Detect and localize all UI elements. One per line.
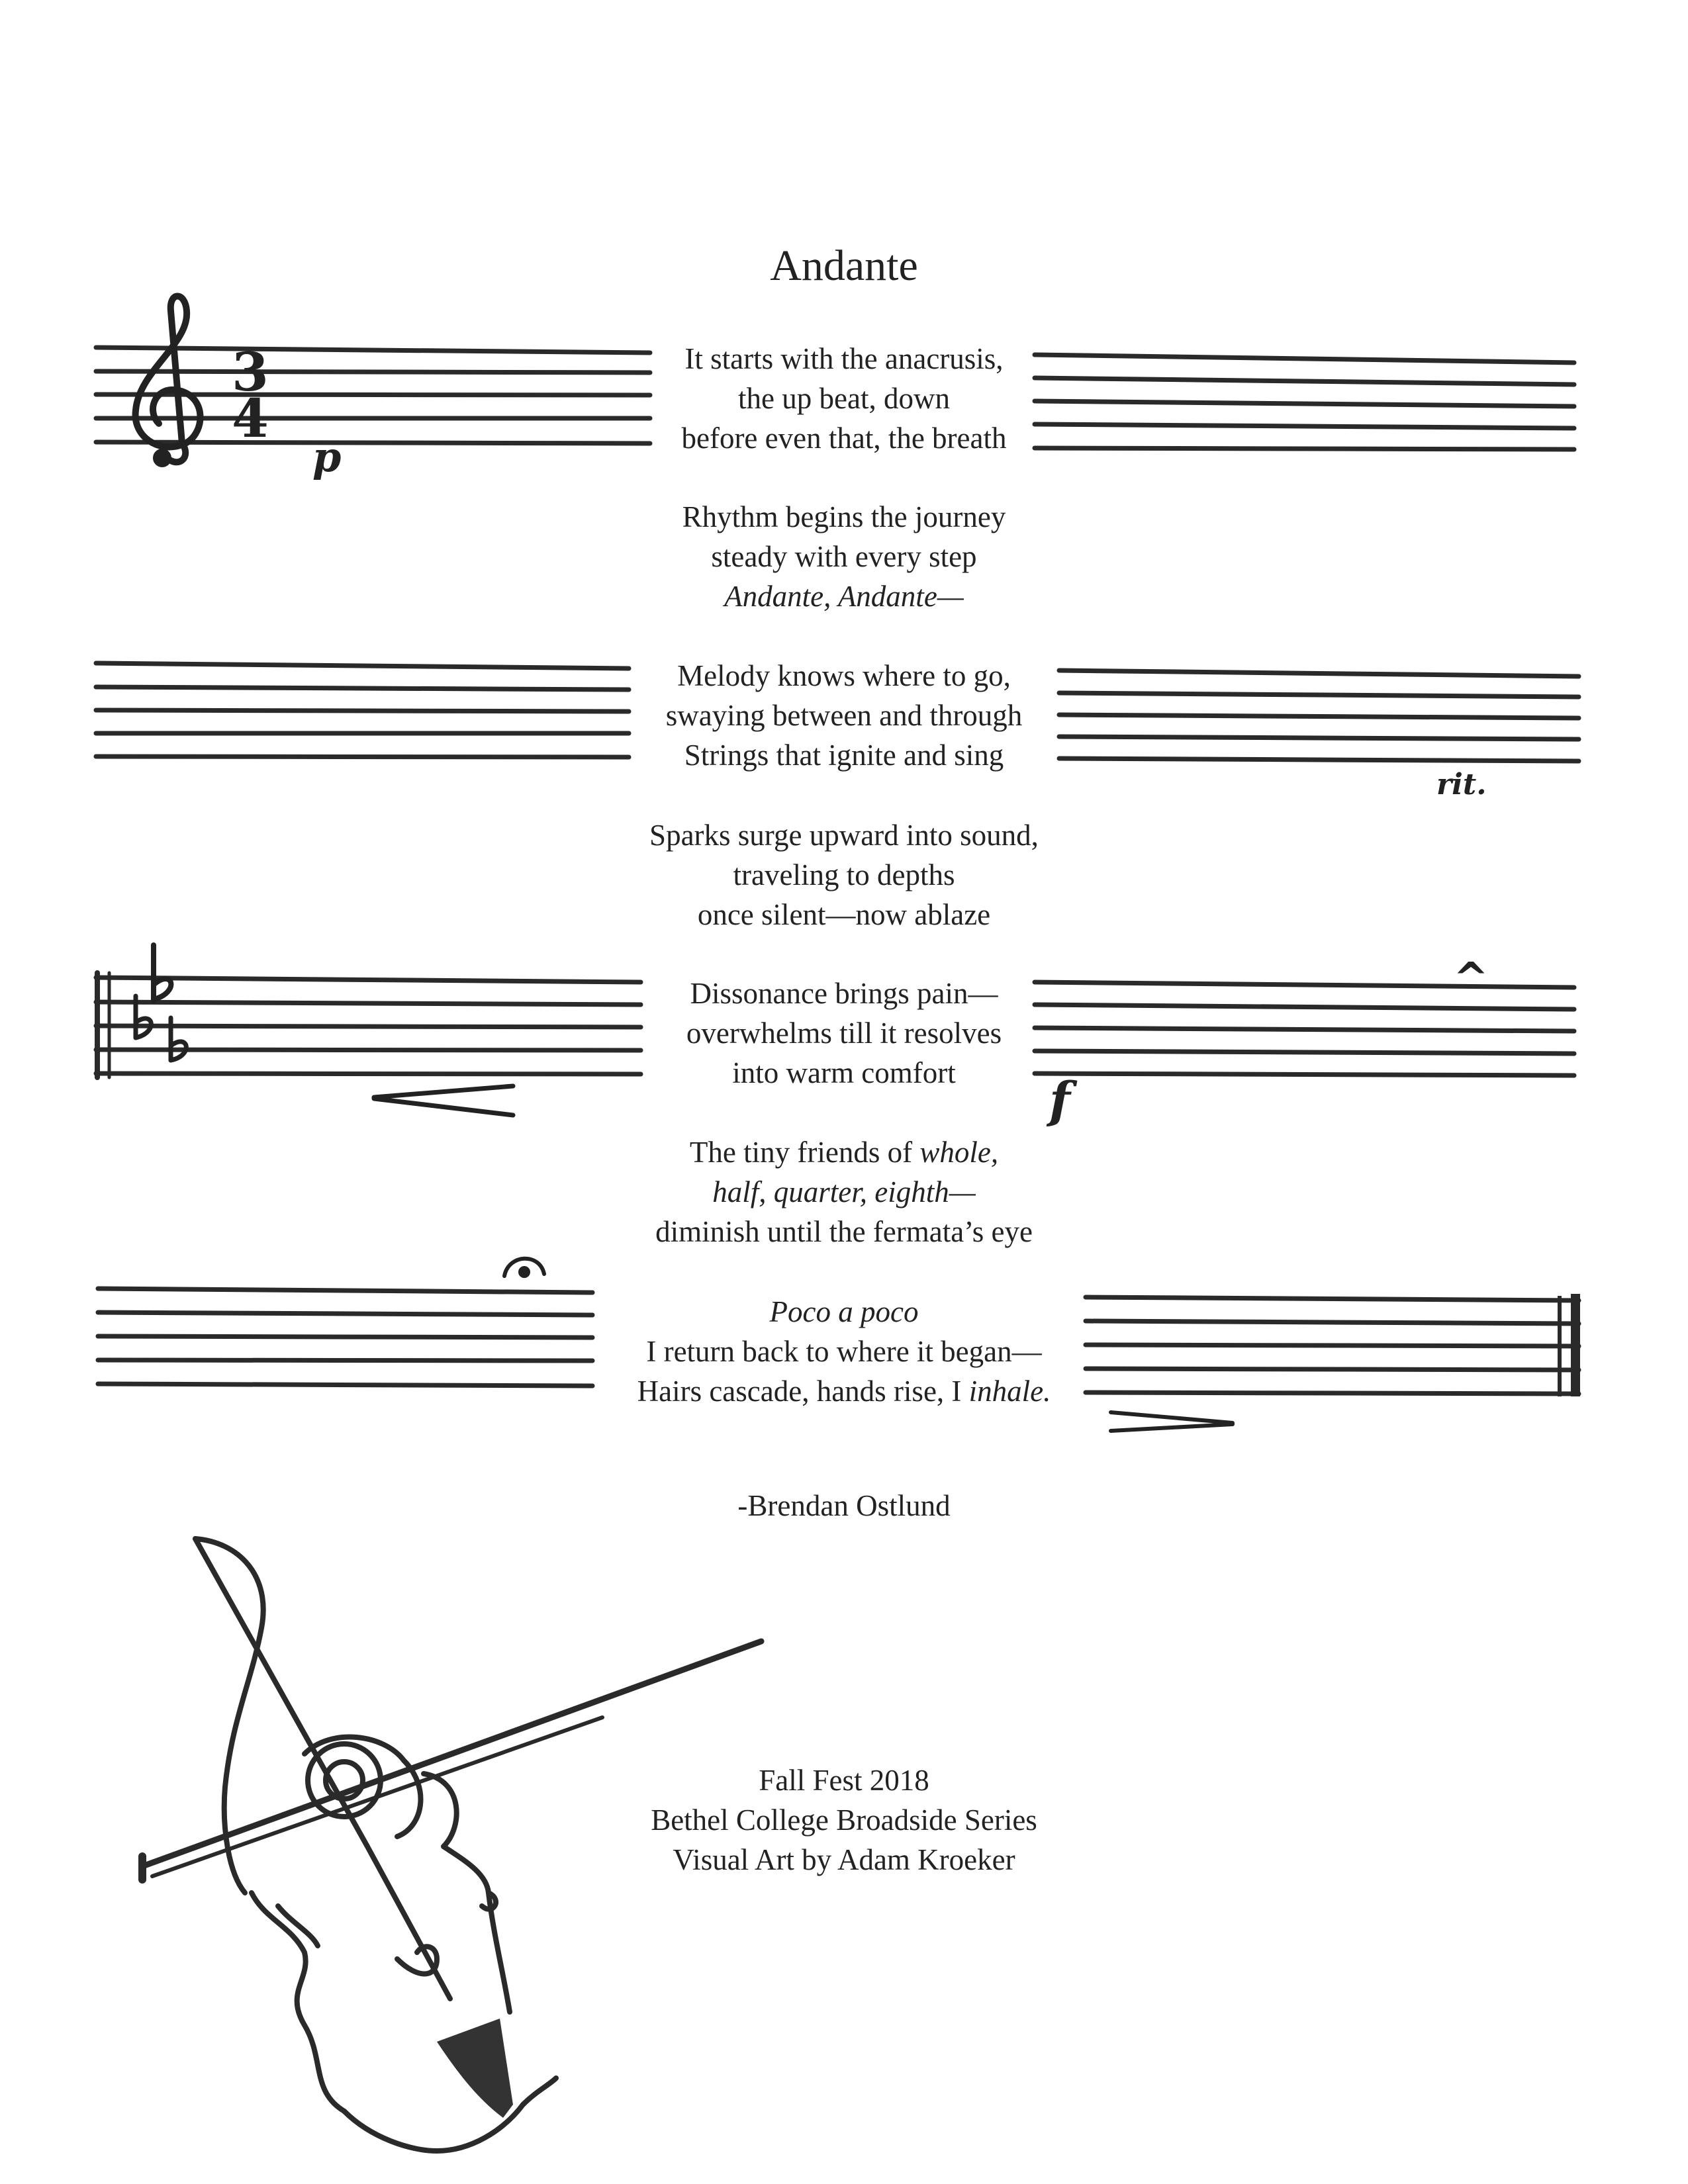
stanza-text-italic: whole, [919,1136,999,1169]
dynamic-piano: p [312,433,342,481]
stanza-4 [0,815,1688,934]
stanza-line: before even that, the breath [681,422,1007,455]
stanza-line: Strings that ignite and sing [684,739,1004,772]
stanza-text: Hairs cascade, hands rise, I [637,1375,969,1408]
violin-tailpiece [437,2019,513,2118]
stanza-line-italic: Andante, Andante— [724,580,964,613]
dynamic-forte: f [1049,1072,1070,1129]
stanza-line [0,1132,1688,1172]
stanza-line: once silent—now ablaze [697,898,991,931]
stanza-line-italic: half, quarter, eighth— [712,1175,976,1208]
stanza-7 [0,1292,1688,1411]
stanza-1 [0,339,1688,458]
stanza-line: I return back to where it began— [646,1335,1042,1368]
broadside-footer [0,1760,1688,1880]
footer-line: Visual Art by Adam Kroeker [673,1843,1015,1876]
stanza-line: It starts with the anacrusis, [684,342,1004,375]
stanza-line: Melody knows where to go, [677,659,1011,692]
stanza-2 [0,497,1688,616]
stanza-3 [0,656,1688,775]
stanza-line: overwhelms till it resolves [686,1017,1002,1050]
stanza-6 [0,1132,1688,1251]
stanza-line: the up beat, down [738,382,950,415]
stanza-line: Sparks surge upward into sound, [649,819,1039,852]
stanza-text: The tiny friends of [689,1136,920,1169]
stanza-line: Rhythm begins the journey [682,500,1006,533]
time-signature-bottom: 4 [232,387,269,449]
time-signature-top: 3 [232,341,269,403]
ritardando-mark: rit. [1436,768,1487,801]
stanza-line: swaying between and through [665,699,1023,732]
accent-mark: ^ [1453,954,1489,1003]
stanza-text-italic: inhale. [968,1375,1051,1408]
footer-line: Fall Fest 2018 [759,1764,929,1797]
stanza-line-italic: Poco a poco [769,1295,919,1328]
poem-title: Andante [770,242,918,290]
stanza-line: Dissonance brings pain— [690,977,998,1010]
stanza-line: diminish until the fermata’s eye [655,1215,1033,1248]
stanza-line [0,1371,1688,1411]
footer-line: Bethel College Broadside Series [651,1803,1037,1837]
poem-byline: -Brendan Ostlund [737,1489,951,1522]
stanza-line: into warm comfort [732,1056,956,1089]
stanza-line: steady with every step [711,540,977,573]
stanza-line: traveling to depths [733,858,955,891]
stanza-5 [0,974,1688,1093]
